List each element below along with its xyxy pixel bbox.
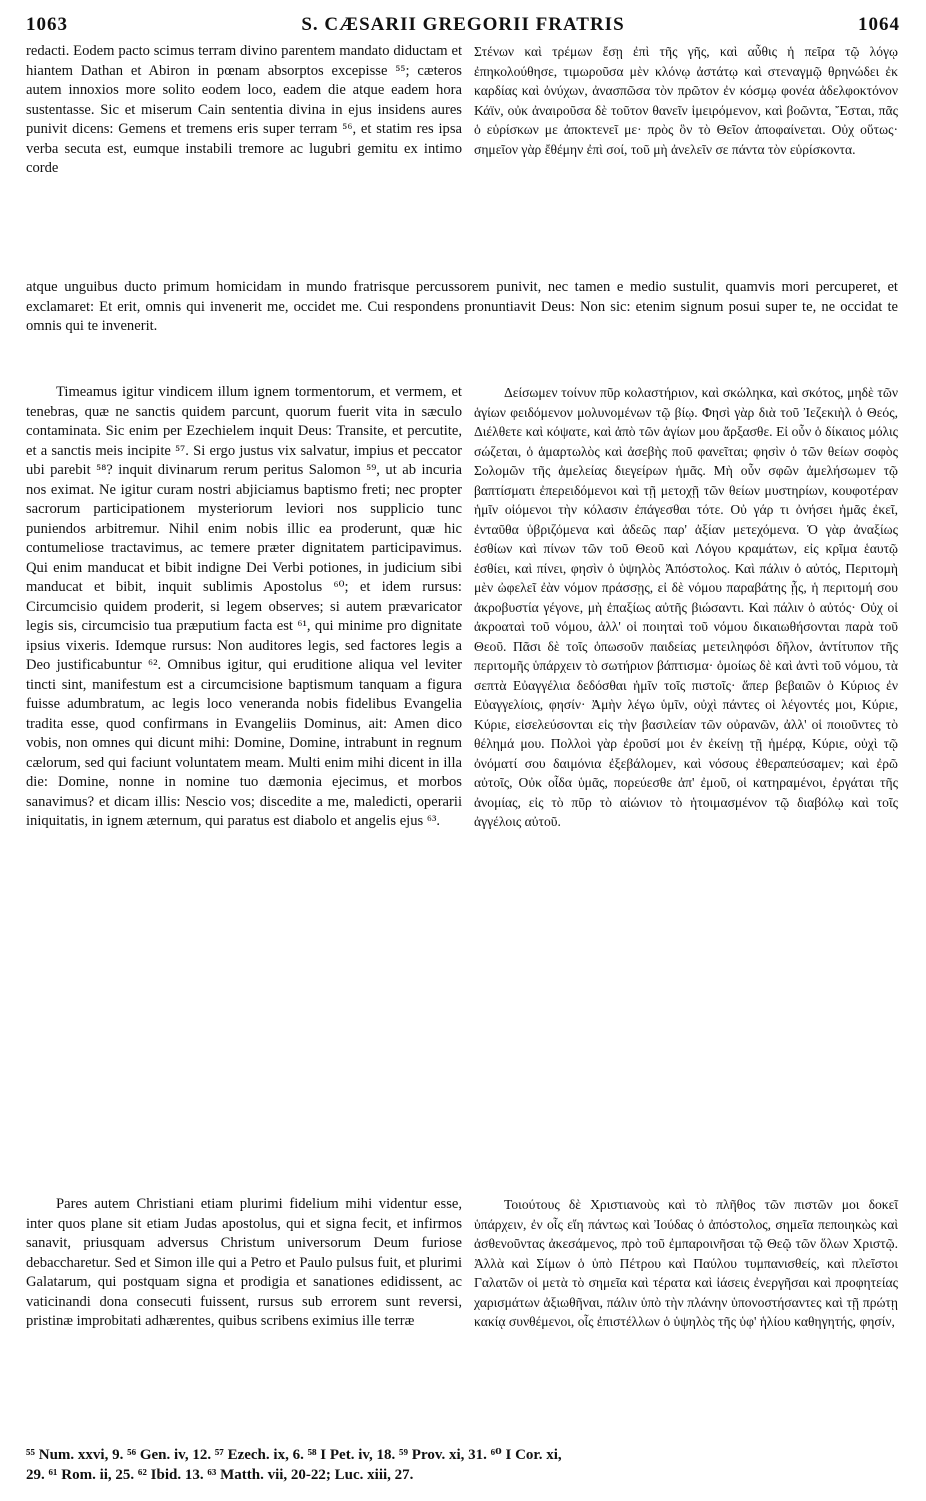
latin-paragraph-middle: Timeamus igitur vindicem illum ignem tormentorum, et vermem, et tenebras, quæ ne sanctis quidem parcunt, quorum fuerit vita in sæculo contaminata. Sic enim per Ezechielem inquit Deus: Transite, et percutite, et a sanctis meis incipite ⁵⁷. Si ergo justus vix salvatur, impius et peccator ubi parebit ⁵⁸? inquit divinarum rerum peritus Salomon ⁵⁹, ut ab incuria nos eximat. Ne igitur curam nostri abjiciamus baptismo freti; nec propter sacrorum participationem mysteriorum leviori nos supplicio tunc puniendos arbitremur. Nihil enim nobis illic ea proderunt, quæ hic contumeliose tractavimus, ac temere præter dignitatem participavimus. Qui enim manducat et bibit indigne Dei Verbi potiones, in judicium sibi manducat et bibit, inquit sublimis Apostolus ⁶⁰; et idem rursus: Circumcisio quidem proderit, si legem observes; si autem prævaricator legis sis, circumcisio tua præputium facta est ⁶¹, qui minime pro dignitate ipsius vixeris. Idemque rursus: Non auditores legis, sed factores legis a Deo justificabuntur ⁶². Omnibus igitur, qui eruditione aliqua vel leviter tincti sint, manifestum est a circumcisione baptismum tanquam a figura fuisse adumbratum, ac legis loco veneranda nobis fidelibus Evangelia tradita esse, quod confirmans in Evangeliis Dominus, ait: Amen dico vobis, non omnes qui dicunt mihi: Domine, Domine, intrabunt in regnum cælorum, sed qui faciunt voluntatem meam. Multi enim mihi dicent in illa die: Domine, nonne in nomine tuo dæmonia ejecimus, et morbos sanavimus? et dicam illis: Nescio vos; discedite a me, maledicti, operarii iniquitatis, in ignem æternum, qui paratus est diabolo et angelis ejus ⁶³. xyxy=(26,384,462,829)
greek-column-middle xyxy=(474,383,898,832)
latin-paragraph-top: redacti. Eodem pacto scimus terram divino parentem mandato diductam et hiantem Dathan et Abiron in pœnam absorptos excepisse ⁵⁵; cæteros autem innoxios more solito eodem loco, eadem die atque eadem hora sustentasse. Sic et miserum Cain sententia divina in ejus insidens aures punivit dicens: Gemens et tremens eris super terram ⁵⁶, et statim res ipsa verba secuta est, eumque instabili tremore ac lugubri gemitu ex intimo corde xyxy=(26,43,462,176)
page-number-left: 1063 xyxy=(26,14,68,35)
greek-column-top xyxy=(474,42,898,159)
footnotes xyxy=(26,1445,898,1485)
greek-paragraph-middle: Δείσωμεν τοίνυν πῦρ κολαστήριον, καὶ σκώληκα, καὶ σκότος, μηδὲ τῶν ἁγίων φειδόμενον μολυνομένων τῷ βίῳ. Φησὶ γὰρ διὰ τοῦ Ἰεζεκιὴλ ὁ Θεός, Διέλθετε καὶ κόψατε, καὶ ἀπὸ τῶν ἁγίων μου ἄρξασθε. Εἰ οὖν ὁ δίκαιος μόλις σώζεται, ὁ ἁμαρτωλὸς καὶ ἀσεβὴς ποῦ φανεῖται; φησὶν ὁ τῶν θείων σοφὸς Σολομῶν τῆς ἀμελείας διεγείρων ἡμᾶς. Μὴ οὖν σφῶν ἀμελήσωμεν τῷ βαπτίσματι ἐπερειδόμενοι καὶ τῇ μετοχῇ τῶν θείων μυστηρίων, κουφοτέραν ἡμῖν οἰόμενοι τὴν κόλασιν ἐπάγεσθαι τότε. Οὐ γάρ τι ὀνήσει ἡμᾶς ἐκεῖ, ἐνταῦθα ὑβριζόμενα καὶ ἀδεῶς παρ' ἀξίαν μετεχόμενα. Ὁ γὰρ ἀναξίως ἐσθίων καὶ πίνων τῶν τοῦ Θεοῦ καὶ Λόγου κραμάτων, εἰς κρῖμα ἑαυτῷ ἐσθίει, καὶ πίνει, φησὶν ὁ ὑψηλὸς Ἀπόστολος. Καὶ πάλιν ὁ αὐτός, Περιτομὴ μὲν ὠφελεῖ ἐὰν νόμον πράσσῃς, εἰ δὲ νόμου παραβάτης ᾖς, ἡ περιτομή σου ἀκροβυστία γέγονε, μὴ ἐπαξίως αὐτῆς βιώσαντι. Καὶ πάλιν ὁ αὐτός· Οὐχ οἱ ἀκροαταὶ τοῦ νόμου, ἀλλ' οἱ ποιηταὶ τοῦ νόμου δικαιωθήσονται παρὰ τοῦ Θεοῦ. Πᾶσι δὲ τοῖς ὁπωσοῦν παιδείας μετειληφόσι δῆλον, ἀντίτυπον τῆς περιτομῆς ὑπάρχειν τὸ σωτήριον βάπτισμα· ὁμοίως δὲ καὶ ἀντὶ τοῦ νόμου, τὰ σεπτὰ Εὐαγγέλια δεδόσθαι ἡμῖν τοῖς πιστοῖς· ἅπερ βεβαιῶν ὁ Κύριος ἐν Εὐαγγελίοις, φησίν· Ἀμὴν λέγω ὑμῖν, οὐχὶ πάντες οἱ λέγοντές μοι, Κύριε, Κύριε, εἰσελεύσονται εἰς τὴν βασιλείαν τῶν οὐρανῶν, ἀλλ' οἱ ποιοῦντες τὸ θέλημά μου. Πολλοὶ γὰρ ἐροῦσί μοι ἐν ἐκείνῃ τῇ ἡμέρᾳ, Κύριε, οὐχὶ τῷ ὀνόματί σου δαιμόνια ἐξεβάλομεν, καὶ νόσους ἐθεραπεύσαμεν; καὶ ἐρῶ αὐτοῖς, Οὐκ οἶδα ὑμᾶς, πορεύεσθε ἀπ' ἐμοῦ, οἱ κατηραμένοι, ἐργάται τῆς ἀνομίας, εἰς τὸ πῦρ τὸ αἰώνιον τὸ ἡτοιμασμένον τῷ διαβόλῳ καὶ τοῖς ἀγγέλοις αὐτοῦ. xyxy=(474,385,898,829)
full-width-paragraph: atque unguibus ducto primum homicidam in mundo fratrisque percussorem punivit, nec tamen e medio sustulit, quamvis mori percuperet, et exclamaret: Et erit, omnis qui invenerit me, occidet me. Cui respondens pronuntiavit Deus: Non sic: etenim signum posui super te, ne occidat te omnis qui te invenerit. xyxy=(26,279,898,334)
running-title: S. CÆSARII GREGORII FRATRIS xyxy=(301,14,625,35)
greek-paragraph-bottom: Τοιούτους δὲ Χριστιανοὺς καὶ τὸ πλῆθος τῶν πιστῶν μοι δοκεῖ ὑπάρχειν, ἐν οἷς εἴη πάντως καὶ Ἰούδας ὁ ἀπόστολος, σημεῖα πεποιηκὼς καὶ ἀσθενοῦντας ἀκεσάμενος, πρὸ τοῦ ἐμπαροινῆσαι τῷ Θεῷ τῶν ὅλων Χριστῷ. Ἀλλὰ καὶ Σίμων ὁ ὑπὸ Πέτρου καὶ Παύλου τυμπανισθείς, καὶ πλεῖστοι Γαλατῶν οἱ μετὰ τὸ σημεῖα καὶ τέρατα καὶ ἰάσεις ἐνεργῆσαι καὶ προφητείας χαρισμάτων ἀξιωθῆναι, πάλιν ὑπὸ τὴν πλάνην ὑπονοστήσαντες καὶ τῇ πρώτῃ κακίᾳ συνθέμενοι, οἷς ἐπιστέλλων ὁ ὑψηλὸς τῆς ὑφ' ἡλίου καθηγητής, φησίν, xyxy=(474,1197,898,1329)
latin-column-middle xyxy=(26,383,462,832)
latin-column-top xyxy=(26,42,462,179)
latin-column-bottom xyxy=(26,1195,462,1332)
latin-paragraph-bottom: Pares autem Christiani etiam plurimi fidelium mihi videntur esse, inter quos plane sit etiam Judas apostolus, qui et signa fecit, et infirmos sanavit, priusquam adversus Christum universorum Deum furiose debaccharetur. Sed et Simon ille qui a Petro et Paulo pulsus fuit, et plurimi Galatarum, qui postquam signa et prodigia et sanationes edidissent, ac vaticinandi dona consecuti fuissent, rursus sub errorem sunt reversi, pristinæ improbitati adhærentes, quibus scribens eximius ille terræ xyxy=(26,1196,462,1329)
running-header xyxy=(26,10,900,40)
footnote-line-2: 29. ⁶¹ Rom. ii, 25. ⁶² Ibid. 13. ⁶³ Matth. vii, 20-22; Luc. xiii, 27. xyxy=(26,1467,414,1483)
greek-paragraph-top: Στένων καὶ τρέμων ἔσῃ ἐπὶ τῆς γῆς, καὶ αὖθις ἡ πεῖρα τῷ λόγῳ ἐπηκολούθησε, τιμωροῦσα μὲν κλόνῳ ἀστάτῳ καὶ στεναγμῷ θρηνώδει ἐκ καρδίας καὶ ὀνύχων, ἀνασπῶσα τὸν πρῶτον ἐν κόσμῳ φονέα ἀδελφοκτόνον Κάϊν, οὐκ ἀναιροῦσα δὲ τοῦτον θανεῖν ἱμειρόμενον, καὶ βοῶντα, Ἔσται, πᾶς ὁ εὑρίσκων με ἀποκτενεῖ με· πρὸς ὃν τὸ Θεῖον ἀποφαίνεται. Οὐχ οὕτως· σημεῖον γὰρ ἔθέμην ἐπὶ σοί, τοῦ μὴ ἀνελεῖν σε πάντα τὸν εὑρίσκοντα. xyxy=(474,44,898,157)
full-width-passage xyxy=(26,278,898,337)
footnote-line-1: ⁵⁵ Num. xxvi, 9. ⁵⁶ Gen. iv, 12. ⁵⁷ Ezech. ix, 6. ⁵⁸ I Pet. iv, 18. ⁵⁹ Prov. xi, 31. ⁶⁰ I Cor. xi, xyxy=(26,1447,562,1463)
greek-column-bottom xyxy=(474,1195,898,1332)
page-number-right: 1064 xyxy=(857,14,900,35)
